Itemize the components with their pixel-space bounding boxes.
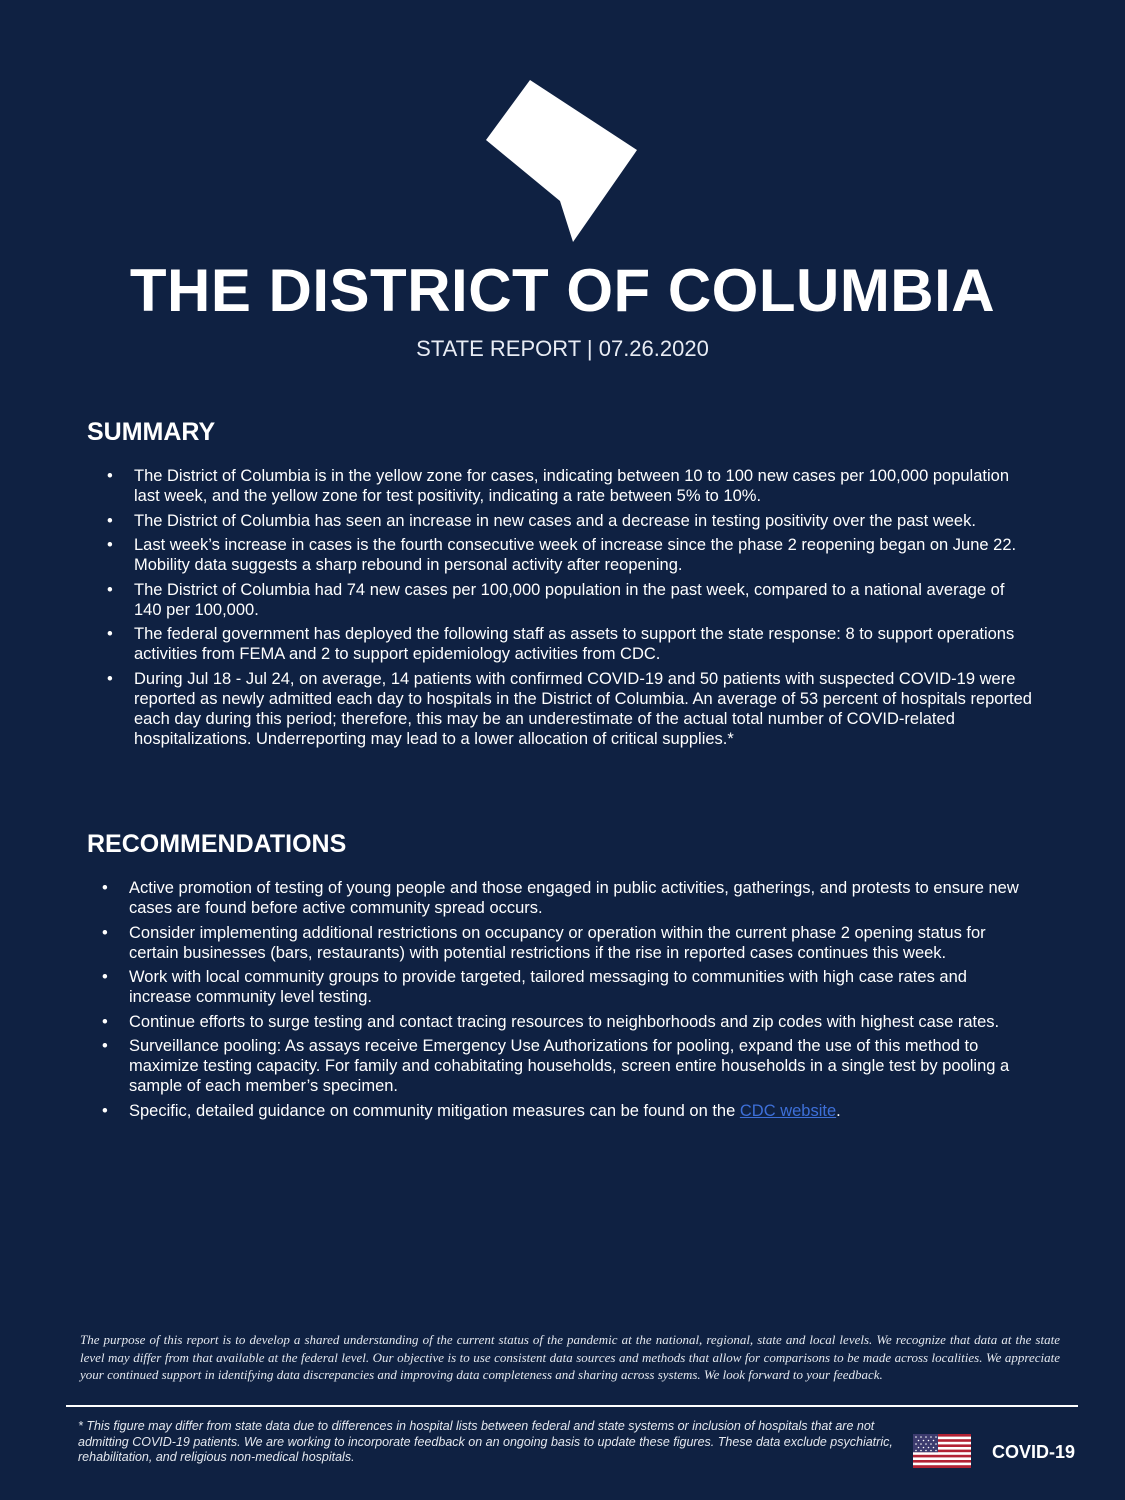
summary-item: • Last week’s increase in cases is the fourth consecutive week of increase since the phase 2 reopening began on June 22. Mobility data suggests a sharp rebound in personal activity after reopening. bbox=[134, 535, 1034, 575]
footer-divider bbox=[66, 1405, 1078, 1407]
summary-heading: SUMMARY bbox=[87, 418, 216, 446]
recommendations-heading: RECOMMENDATIONS bbox=[87, 830, 347, 858]
report-subtitle: STATE REPORT | 07.26.2020 bbox=[416, 336, 709, 361]
recommendation-item: • Work with local community groups to provide targeted, tailored messaging to communities with high case rates and increase community level testing. bbox=[129, 967, 1029, 1007]
summary-item: • The District of Columbia has seen an increase in new cases and a decrease in testing positivity over the past week. bbox=[134, 511, 1034, 531]
summary-item: • The District of Columbia had 74 new cases per 100,000 population in the past week, compared to a national average of 140 per 100,000. bbox=[134, 580, 1034, 620]
guidance-period: . bbox=[836, 1101, 841, 1120]
recommendation-item: • Surveillance pooling: As assays receive Emergency Use Authorizations for pooling, expand the use of this method to maximize testing capacity. For family and cohabitating households, screen entire households in a single test by pooling a sample of each member’s specimen. bbox=[129, 1036, 1029, 1096]
covid-19-badge: COVID-19 bbox=[992, 1442, 1076, 1462]
page-title: THE DISTRICT OF COLUMBIA bbox=[129, 257, 996, 324]
us-flag-icon bbox=[913, 1434, 971, 1468]
cdc-website-link[interactable]: CDC website bbox=[739, 1101, 837, 1120]
recommendation-item-guidance bbox=[129, 1101, 1029, 1121]
summary-list bbox=[134, 466, 1034, 753]
dc-map-outline-icon bbox=[486, 80, 638, 242]
guidance-text: Specific, detailed guidance on community mitigation measures can be found on the bbox=[129, 1101, 740, 1120]
recommendations-list bbox=[129, 878, 1029, 1125]
summary-item: • The District of Columbia is in the yellow zone for cases, indicating between 10 to 100 new cases per 100,000 population last week, and the yellow zone for test positivity, indicating a rate between 5% to 10%. bbox=[134, 466, 1034, 506]
recommendation-item: • Active promotion of testing of young people and those engaged in public activities, gatherings, and protests to ensure new cases are found before active community spread occurs. bbox=[129, 878, 1029, 918]
recommendation-item: • Continue efforts to surge testing and contact tracing resources to neighborhoods and zip codes with highest case rates. bbox=[129, 1012, 1029, 1032]
recommendation-item: • Consider implementing additional restrictions on occupancy or operation within the current phase 2 opening status for certain businesses (bars, restaurants) with potential restrictions if the rise in reported cases continues this week. bbox=[129, 923, 1029, 963]
summary-item: • During Jul 18 - Jul 24, on average, 14 patients with confirmed COVID-19 and 50 patients with suspected COVID-19 were reported as newly admitted each day to hospitals in the District of Columbia. An average of 53 percent of hospitals reported each day during this period; therefore, this may be an underestimate of the actual total number of COVID-related hospitalizations. Underreporting may lead to a lower allocation of critical supplies.* bbox=[134, 669, 1034, 749]
hospital-footnote: * This figure may differ from state data due to differences in hospital lists between federal and state systems or inclusion of hospitals that are not admitting COVID-19 patients. We are working to incorporate feedback on an ongoing basis to update these figures. These data exclude psychiatric, rehabilitation, and religious non-medical hospitals. bbox=[78, 1419, 893, 1464]
summary-item: • The federal government has deployed the following staff as assets to support the state response: 8 to support operations activities from FEMA and 2 to support epidemiology activities from CDC. bbox=[134, 624, 1034, 664]
report-disclaimer: The purpose of this report is to develop a shared understanding of the current status of the pandemic at the national, regional, state and local levels. We recognize that data at the state level may differ from that available at the federal level. Our objective is to use consistent data sources and methods that allow for comparisons to be made across localities. We appreciate your continued support in identifying data discrepancies and improving data completeness and sharing across systems. We look forward to your feedback. bbox=[80, 1332, 1060, 1382]
